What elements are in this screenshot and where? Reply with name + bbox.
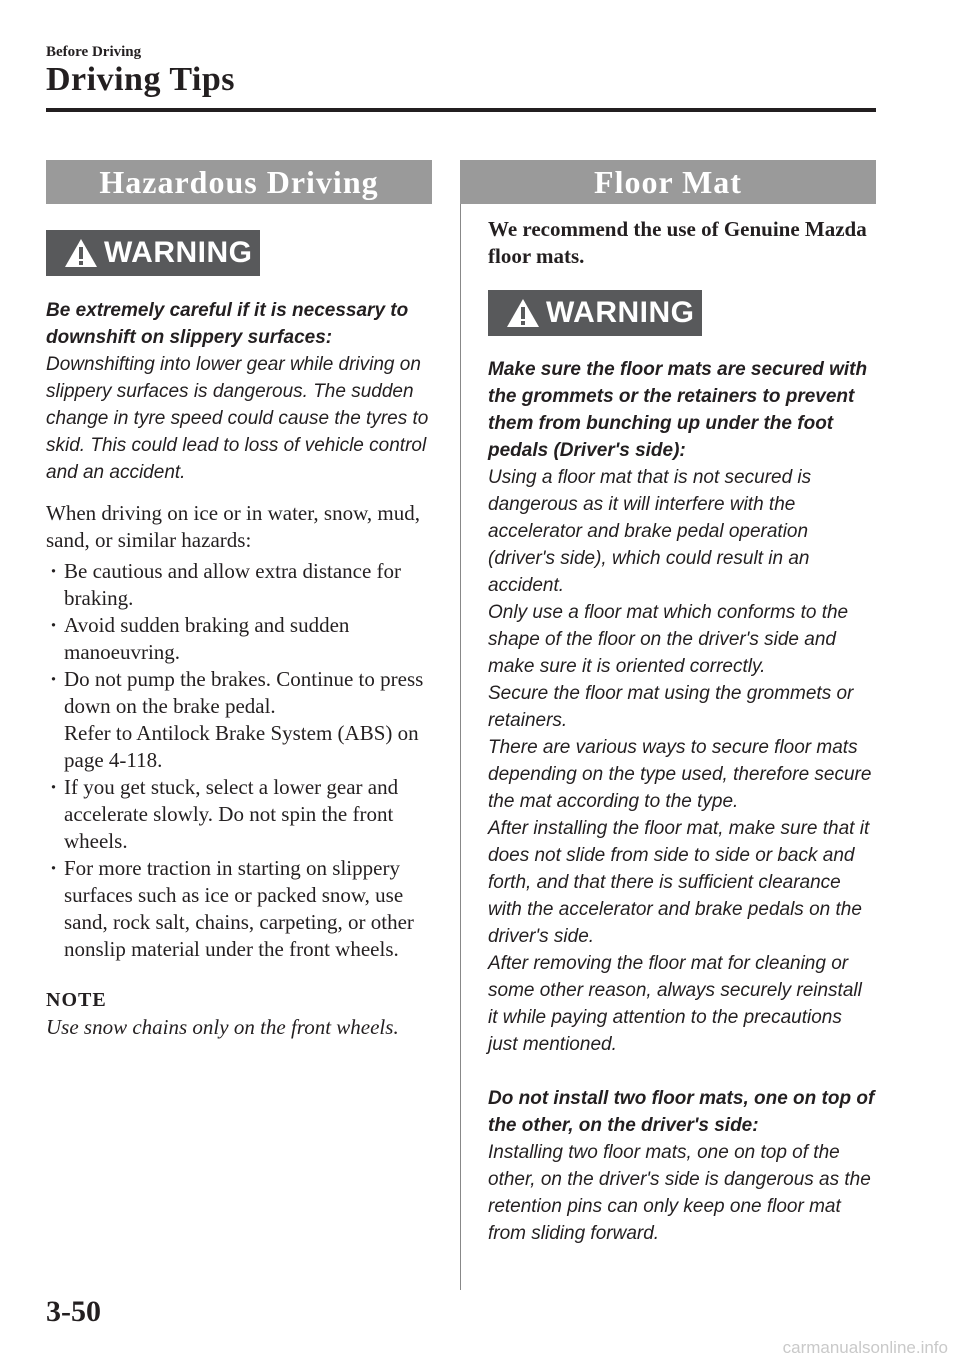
warning-paragraph: Only use a floor mat which conforms to the shape of the floor on the driver's side and make sure it is oriented correctly. <box>488 602 849 677</box>
list-item: · If you get stuck, select a lower gear and accelerate slowly. Do not spin the front wheels. <box>46 774 432 855</box>
warning-paragraph: Using a floor mat that is not secured is dangerous as it will interfere with the accelerator and brake pedal operation (driver's side), which could result in an accident. <box>488 467 812 596</box>
warning-heading: Do not install two floor mats, one on top of the other, on the driver's side: <box>488 1088 875 1136</box>
warning-paragraph: After installing the floor mat, make sure that it does not slide from side to side or back and forth, and that there is sufficient clearance with the accelerator and brake pedals on the driver's side. <box>488 818 870 947</box>
abs-reference: Refer to Antilock Brake System (ABS) on page 4-118. <box>64 721 419 772</box>
floor-mat-section <box>488 160 876 1247</box>
warning-heading: Be extremely careful if it is necessary to downshift on slippery surfaces: <box>46 300 409 348</box>
floor-mat-banner: Floor Mat <box>460 160 876 204</box>
list-item <box>46 666 432 774</box>
header-rule <box>46 108 876 112</box>
list-item-text: Do not pump the brakes. Continue to press down on the brake pedal. <box>64 667 424 718</box>
page-number: 3-50 <box>46 1295 101 1328</box>
watermark: carmanualsonline.info <box>782 1338 948 1357</box>
warning-body: Installing two floor mats, one on top of the other, on the driver's side is dangerous as the retention pins can only keep one floor mat from sliding forward. <box>488 1142 871 1244</box>
warning-triangle-icon <box>506 298 540 328</box>
warning-label: WARNING <box>546 296 695 329</box>
list-item: · For more traction in starting on slippery surfaces such as ice or packed snow, use sand, rock salt, chains, carpeting, or other nonslip material under the front wheels. <box>46 855 432 963</box>
note-body: Use snow chains only on the front wheels. <box>46 1015 399 1039</box>
warning-paragraph: There are various ways to secure floor mats depending on the type used, therefore secure the mat according to the type. <box>488 737 872 812</box>
warning-heading: Make sure the floor mats are secured with the grommets or the retainers to prevent them from bunching up under the foot pedals (Driver's side): <box>488 359 868 461</box>
page-title: Driving Tips <box>46 61 235 98</box>
column-divider <box>460 160 461 1290</box>
warning-badge <box>46 230 260 276</box>
warning-badge <box>488 290 702 336</box>
warning-paragraph: After removing the floor mat for cleaning or some other reason, always securely reinstall it while paying attention to the precautions just mentioned. <box>488 953 862 1055</box>
hazards-list <box>46 558 432 963</box>
header-section-label: Before Driving <box>46 44 142 60</box>
list-item: · Be cautious and allow extra distance for braking. <box>46 558 432 612</box>
floor-mat-lead: We recommend the use of Genuine Mazda floor mats. <box>488 217 867 268</box>
hazardous-driving-section <box>46 160 432 1041</box>
hazardous-driving-banner: Hazardous Driving <box>46 160 432 204</box>
hazards-intro: When driving on ice or in water, snow, mud, sand, or similar hazards: <box>46 501 420 552</box>
note-heading: NOTE <box>46 989 107 1011</box>
warning-label: WARNING <box>104 236 253 269</box>
warning-triangle-icon <box>64 238 98 268</box>
warning-body: Downshifting into lower gear while driving on slippery surfaces is dangerous. The sudden change in tyre speed could cause the tyres to skid. This could lead to loss of vehicle control and an accident. <box>46 354 429 483</box>
list-item: · Avoid sudden braking and sudden manoeuvring. <box>46 612 432 666</box>
warning-paragraph: Secure the floor mat using the grommets or retainers. <box>488 683 854 731</box>
